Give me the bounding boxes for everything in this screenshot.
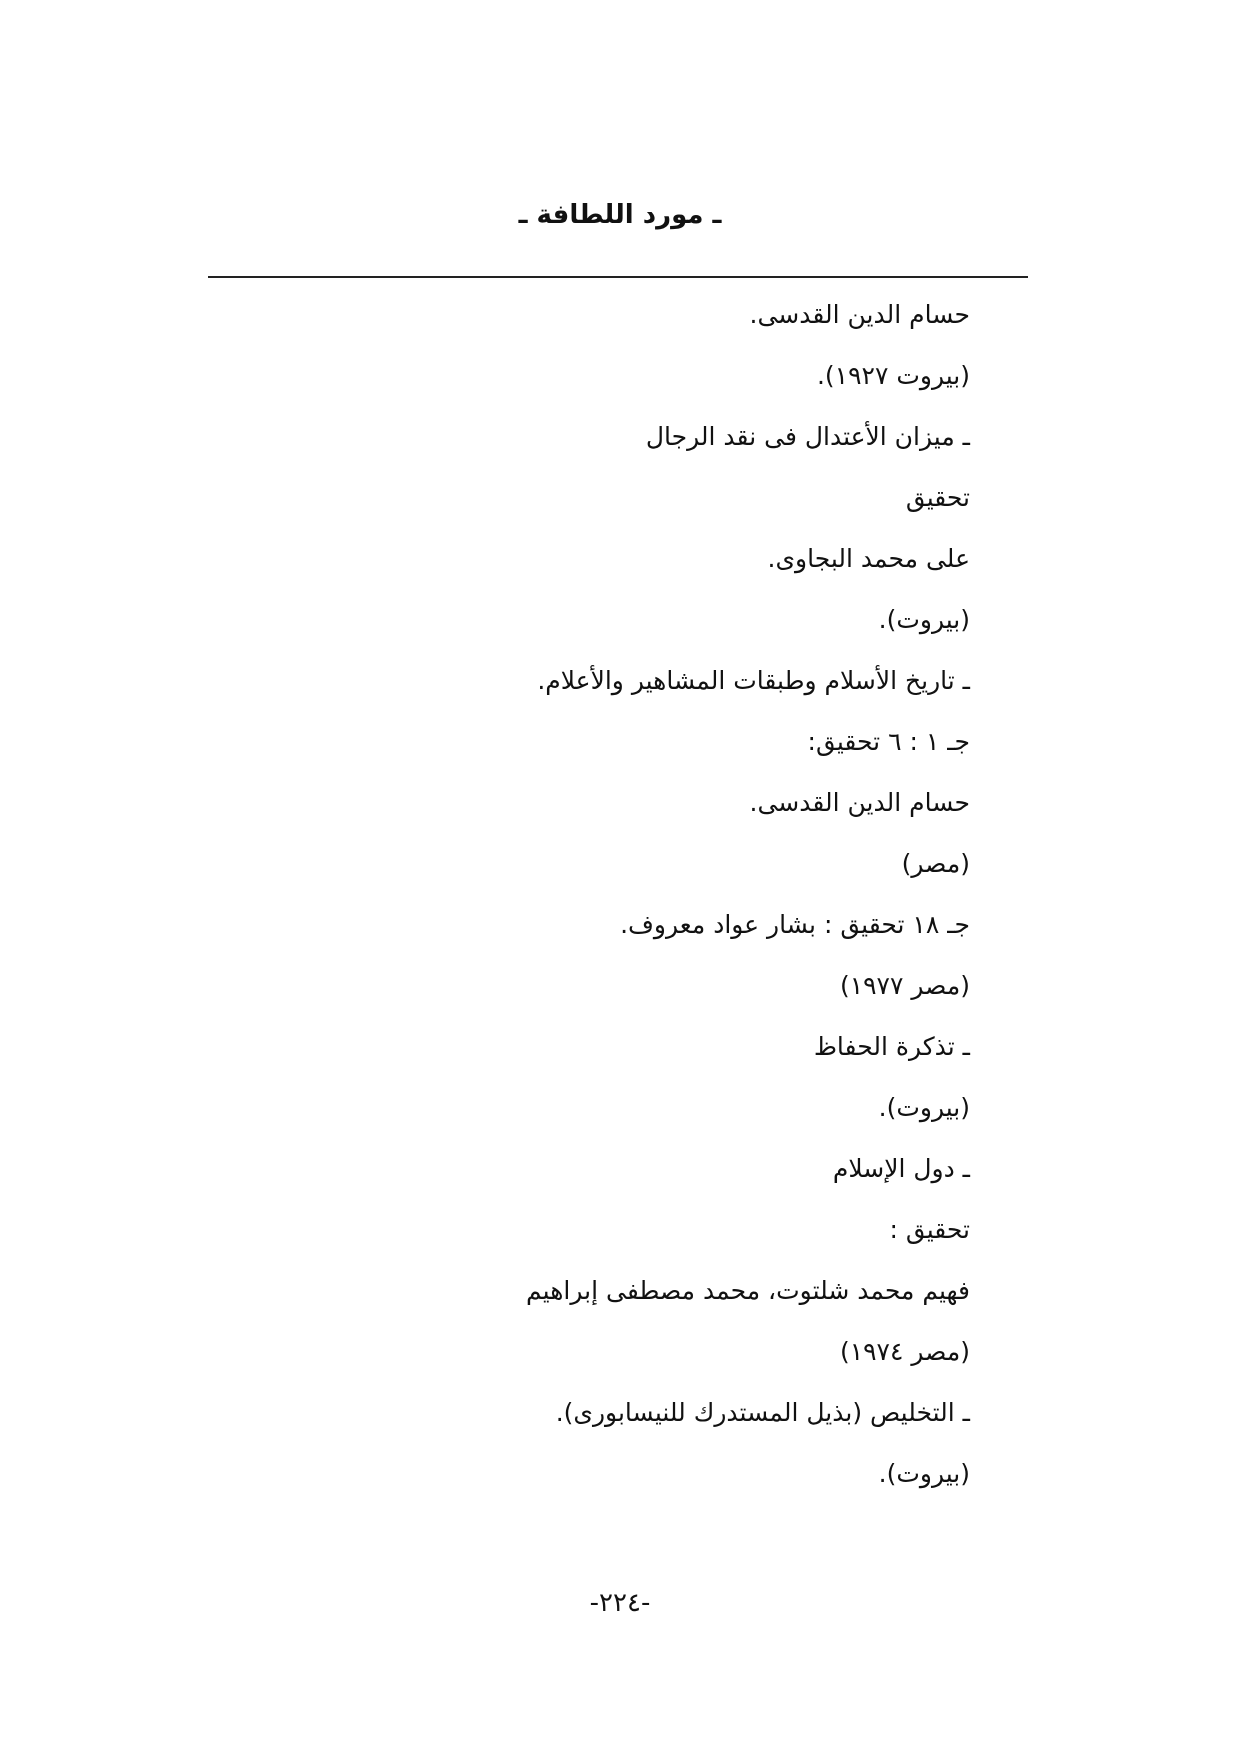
text-line: (بيروت). <box>878 1459 970 1488</box>
text-line: ـ التخليص (بذيل المستدرك للنيسابورى). <box>555 1398 970 1427</box>
text-line: ـ تذكرة الحفاظ <box>813 1032 970 1061</box>
header-divider <box>208 276 1028 278</box>
text-line: فهيم محمد شلتوت، محمد مصطفى إبراهيم <box>526 1276 970 1305</box>
text-line: ـ تاريخ الأسلام وطبقات المشاهير والأعلام. <box>537 666 970 695</box>
text-line: (بيروت ١٩٢٧). <box>816 361 970 390</box>
bibliography-list <box>210 284 970 1504</box>
text-line: حسام الدين القدسى. <box>749 788 970 817</box>
text-line: على محمد البجاوى. <box>767 544 970 573</box>
page-number: -٢٢٤- <box>589 1588 651 1618</box>
text-line: تحقيق <box>905 483 970 512</box>
text-line: (مصر ١٩٧٧) <box>839 971 970 1000</box>
text-line: ـ دول الإسلام <box>832 1154 970 1183</box>
text-line: ـ ميزان الأعتدال فى نقد الرجال <box>645 422 970 451</box>
text-line: تحقيق : <box>889 1215 970 1244</box>
text-line: جـ ١٨ تحقيق : بشار عواد معروف. <box>620 910 970 939</box>
running-header: ـ مورد اللطافة ـ <box>518 200 722 230</box>
text-line: (مصر ١٩٧٤) <box>839 1337 970 1366</box>
text-line: جـ ١ : ٦ تحقيق: <box>807 727 970 756</box>
text-line: حسام الدين القدسى. <box>749 300 970 329</box>
text-line: (بيروت). <box>878 1093 970 1122</box>
text-line: (بيروت). <box>878 605 970 634</box>
text-line: (مصر) <box>901 849 970 878</box>
